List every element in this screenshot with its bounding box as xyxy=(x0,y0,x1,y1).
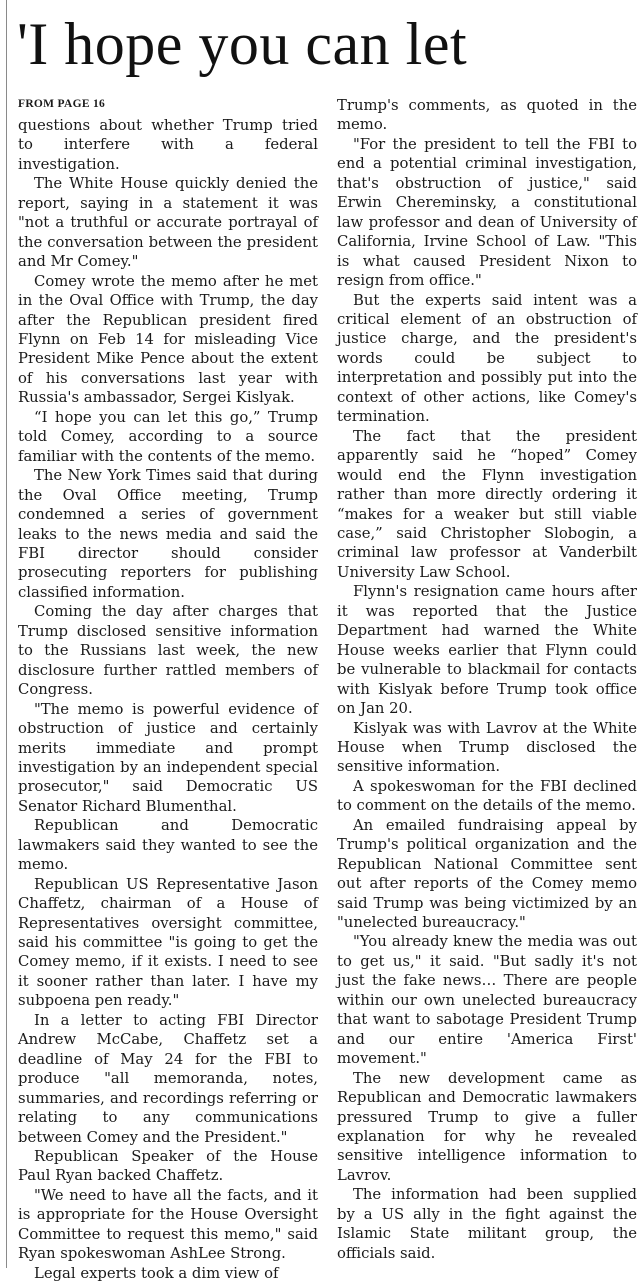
paragraph: "We need to have all the facts, and it is appropriate for the House Oversight Committee to request this memo," said Ryan spokeswoman AshLee Strong. xyxy=(18,1186,318,1263)
paragraph: But the experts said intent was a critical element of an obstruction of justice charge, and the president's words could be subject to interpretation and possibly put into the context of other actions, like Comey's termination. xyxy=(337,291,637,426)
from-page-kicker: FROM PAGE 16 xyxy=(18,98,106,110)
paragraph: The New York Times said that during the Oval Office meeting, Trump condemned a series of government leaks to the news media and said the FBI director should consider prosecuting reporters for publishing classified information. xyxy=(18,467,318,601)
paragraph: Republican US Representative Jason Chaffetz, chairman of a House of Representatives oversight committee, said his committee "is going to get the Comey memo, if it exists. I need to see it sooner rather than later. I have my subpoena pen ready." xyxy=(18,875,318,1010)
paragraph: Legal experts took a dim view of xyxy=(34,1264,279,1282)
paragraph: A spokeswoman for the FBI declined to comment on the details of the memo. xyxy=(337,777,637,815)
paragraph: In a letter to acting FBI Director Andrew McCabe, Chaffetz set a deadline of May 24 for the FBI to produce "all memoranda, notes, summaries, and recordings referring or relating to any communications between Comey and the President." xyxy=(18,1011,318,1146)
paragraph: Trump's comments, as quoted in the memo. xyxy=(337,97,637,134)
paragraph: Coming the day after charges that Trump disclosed sensitive information to the Russians last week, the new disclosure further rattled members of Congress. xyxy=(18,603,318,699)
paragraph: Comey wrote the memo after he met in the Oval Office with Trump, the day after the Republican president fired Flynn on Feb 14 for misleading Vice President Mike Pence about the extent of his conversations last year with Russia's ambassador, Sergei Kislyak. xyxy=(18,272,318,407)
column-rule xyxy=(6,0,7,1268)
paragraph: "You already knew the media was out to get us," it said. "But sadly it's not just the fake news… There are people within our own unelected bureaucracy that want to sabotage President Trump and our entire 'America First' movement." xyxy=(337,933,637,1068)
headline: 'I hope you can let xyxy=(17,11,468,77)
paragraph: The fact that the president apparently said he “hoped” Comey would end the Flynn investigation rather than more directly ordering it “makes for a weaker but still viable case,” said Christopher Slobogin, a criminal law professor at Vanderbilt University Law School. xyxy=(337,427,637,581)
article-column-left xyxy=(18,96,318,1282)
paragraph: Flynn's resignation came hours after it was reported that the Justice Department had warned the White House weeks earlier that Flynn could be vulnerable to blackmail for contacts with Kislyak before Trump took office on Jan 20. xyxy=(337,583,637,718)
article-column-right xyxy=(337,96,637,1268)
paragraph: Republican Speaker of the House Paul Ryan backed Chaffetz. xyxy=(18,1148,318,1185)
paragraph: Kislyak was with Lavrov at the White House when Trump disclosed the sensitive information. xyxy=(337,719,637,776)
paragraph: questions about whether Trump tried to interfere with a federal investigation. xyxy=(18,117,318,173)
paragraph: Republican and Democratic lawmakers said they wanted to see the memo. xyxy=(18,817,318,874)
paragraph: An emailed fundraising appeal by Trump's political organization and the Republican National Committee sent out after reports of the Comey memo said Trump was being victimized by an "unelected bureaucracy." xyxy=(337,816,637,932)
paragraph: The new development came as Republican and Democratic lawmakers pressured Trump to give a fuller explanation for why he revealed sensitive intelligence information to Lavrov. xyxy=(337,1069,637,1184)
paragraph: “I hope you can let this go,” Trump told Comey, according to a source familiar with the contents of the memo. xyxy=(18,408,318,465)
paragraph: The information had been supplied by a US ally in the fight against the Islamic State militant group, the officials said. xyxy=(337,1186,637,1262)
paragraph: "For the president to tell the FBI to end a potential criminal investigation, that's obstruction of justice," said Erwin Chereminsky, a constitutional law professor and dean of University of California, Irvine School of Law. "This is what caused President Nixon to resign from office." xyxy=(337,135,637,290)
paragraph: "The memo is powerful evidence of obstruction of justice and certainly merits immediate and prompt investigation by an independent special prosecutor," said Democratic US Senator Richard Blumenthal. xyxy=(18,700,318,815)
paragraph: The White House quickly denied the report, saying in a statement it was "not a truthful or accurate portrayal of the conversation between the president and Mr Comey." xyxy=(18,175,318,271)
